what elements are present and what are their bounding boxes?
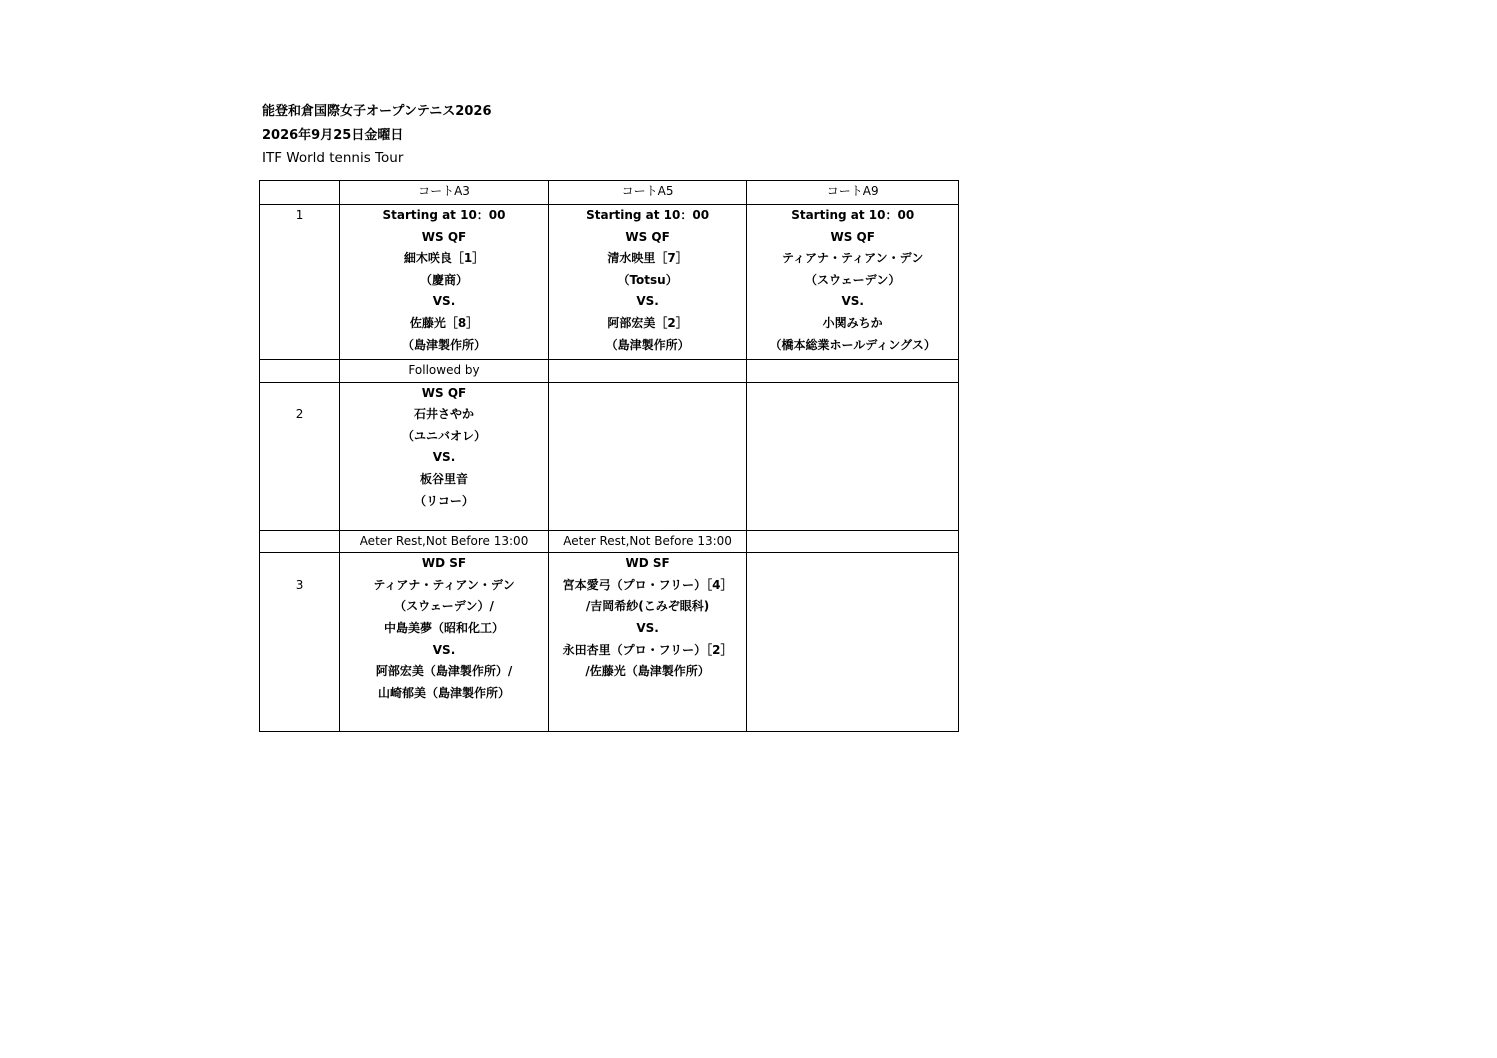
- separator-blank: [260, 360, 340, 383]
- match-line: WS QF: [625, 229, 670, 244]
- separator-note: Followed by: [340, 360, 549, 383]
- match-line: 佐藤光［8］: [409, 315, 479, 330]
- match-line: （島津製作所）: [402, 337, 487, 352]
- match-line: 中島美夢（昭和化工）: [384, 620, 505, 635]
- match-line: （リコー）: [414, 493, 474, 508]
- match-line: （橋本総業ホールディングス）: [769, 337, 936, 352]
- court-header: コートA3: [340, 181, 549, 205]
- match-line: VS.: [636, 620, 659, 635]
- match-cell: [548, 382, 747, 530]
- separator-row: [260, 530, 959, 553]
- match-line: VS.: [432, 642, 456, 657]
- tournament-title: 能登和倉国際女子オープンテニス2026: [262, 104, 492, 119]
- round-number-label: 1: [295, 208, 304, 222]
- match-cell: [548, 205, 747, 360]
- match-line: 阿部宏美［2］: [607, 315, 688, 330]
- court-header-row: [260, 181, 959, 205]
- match-line: /佐藤光（島津製作所）: [585, 664, 710, 679]
- match-line: WS QF: [421, 385, 467, 400]
- separator-blank: [260, 530, 340, 553]
- match-line: ティアナ・ティアン・デン: [782, 251, 924, 266]
- round-number: [260, 553, 340, 732]
- match-line: （ユニバオレ）: [402, 428, 487, 443]
- match-line: Starting at 10：00: [586, 208, 710, 222]
- match-line: WS QF: [830, 229, 875, 244]
- order-of-play-table: [259, 180, 959, 732]
- court-header: コートA5: [548, 181, 747, 205]
- match-cell: [340, 553, 549, 732]
- separator-row: [260, 360, 959, 383]
- match-cell: [548, 553, 747, 732]
- match-cell: [747, 205, 959, 360]
- separator-note: Aeter Rest,Not Before 13:00: [548, 530, 747, 553]
- match-line: 永田杏里（プロ・フリー）［2］: [562, 642, 733, 657]
- match-cell: [340, 382, 549, 530]
- separator-note: [548, 360, 747, 383]
- court-header: コートA9: [747, 181, 959, 205]
- match-line: Starting at 10：00: [382, 208, 506, 222]
- match-line: WS QF: [421, 229, 467, 244]
- match-line: VS.: [432, 294, 456, 309]
- match-row: [260, 205, 959, 360]
- match-row: [260, 553, 959, 732]
- tour-name: ITF World tennis Tour: [262, 150, 404, 166]
- schedule-date: 2026年9月25日金曜日: [262, 128, 404, 143]
- match-line: ティアナ・ティアン・デン: [373, 577, 515, 592]
- match-line: （慶商）: [420, 272, 469, 287]
- match-line: （Totsu）: [617, 272, 678, 287]
- match-line: VS.: [636, 294, 659, 309]
- round-number-label: 2: [295, 407, 304, 422]
- match-line: 阿部宏美（島津製作所）/: [375, 664, 513, 679]
- separator-note: [747, 530, 959, 553]
- corner-cell: [260, 181, 340, 205]
- match-line: Starting at 10：00: [791, 208, 915, 222]
- match-line: 宮本愛弓（プロ・フリー）［4］: [562, 577, 733, 592]
- match-line: 山崎郁美（島津製作所）: [378, 685, 511, 700]
- match-line: /吉岡希紗(こみぞ眼科): [585, 599, 710, 614]
- match-cell: [747, 553, 959, 732]
- round-number: [260, 205, 340, 360]
- separator-note: [747, 360, 959, 383]
- round-number: [260, 382, 340, 530]
- match-line: （スウェーデン）: [805, 272, 901, 287]
- match-line: WD SF: [625, 556, 670, 571]
- match-line: VS.: [432, 450, 456, 465]
- round-number-label: 3: [295, 577, 304, 592]
- match-line: VS.: [841, 294, 864, 309]
- match-line: （スウェーデン）/: [394, 599, 494, 614]
- match-line: 細木咲良［1］: [403, 251, 485, 266]
- separator-note: Aeter Rest,Not Before 13:00: [340, 530, 549, 553]
- match-line: 小関みちか: [822, 315, 883, 330]
- match-cell: [340, 205, 549, 360]
- match-line: WD SF: [421, 556, 467, 571]
- match-cell: [747, 382, 959, 530]
- match-line: 清水映里［7］: [607, 251, 688, 266]
- match-line: （島津製作所）: [605, 337, 690, 352]
- match-row: [260, 382, 959, 530]
- match-line: 石井さやか: [414, 407, 475, 422]
- match-line: 板谷里音: [420, 471, 469, 486]
